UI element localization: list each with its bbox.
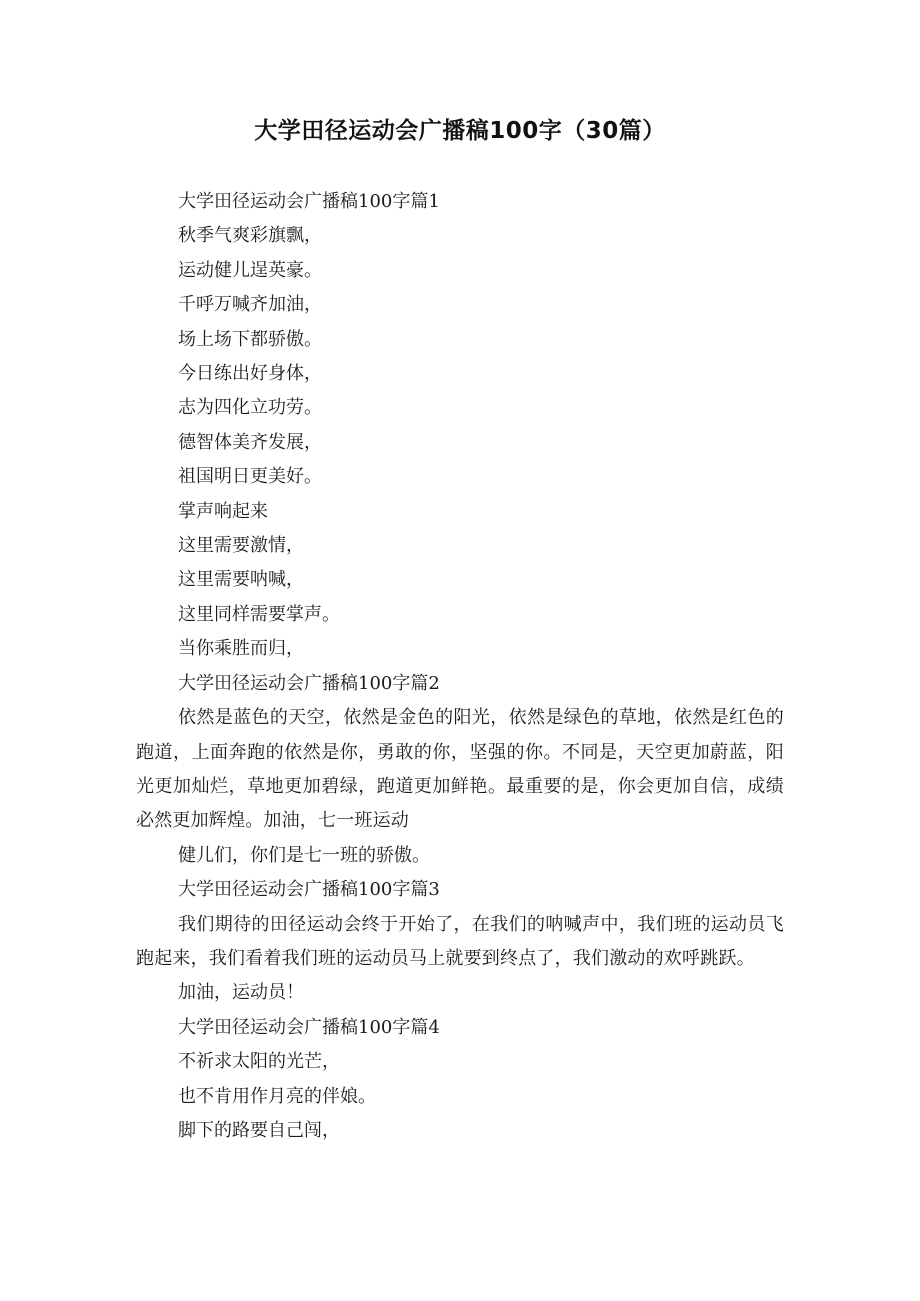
document-body xyxy=(136,185,784,1148)
poem-line: 千呼万喊齐加油， xyxy=(178,294,322,316)
poem-line: 脚下的路要自己闯， xyxy=(178,1119,340,1141)
poem-line: 运动健儿逞英豪。 xyxy=(178,259,322,281)
body-paragraph: 我们期待的田径运动会终于开始了，在我们的呐喊声中，我们班的运动员飞跑起来，我们看着我们班的运动员马上就要到终点了，我们激动的欢呼跳跃。 xyxy=(136,913,784,969)
poem-line: 今日练出好身体， xyxy=(178,363,322,385)
section-heading: 大学田径运动会广播稿100字篇2 xyxy=(178,672,440,694)
poem-line: 秋季气爽彩旗飘， xyxy=(178,225,322,247)
poem-line: 祖国明日更美好。 xyxy=(178,466,322,488)
poem-line: 志为四化立功劳。 xyxy=(178,397,322,419)
body-line: 健儿们，你们是七一班的骄傲。 xyxy=(178,844,430,866)
section-heading: 大学田径运动会广播稿100字篇1 xyxy=(178,191,440,212)
poem-line: 场上场下都骄傲。 xyxy=(178,328,322,350)
body-paragraph: 依然是蓝色的天空，依然是金色的阳光，依然是绿色的草地，依然是红色的跑道，上面奔跑的依然是你，勇敢的你，坚强的你。不同是，天空更加蔚蓝，阳光更加灿烂，草地更加碧绿，跑道更加鲜艳。最重要的是，你会更加自信，成绩必然更加辉煌。加油，七一班运动 xyxy=(136,707,784,832)
poem-line: 这里同样需要掌声。 xyxy=(178,603,340,625)
poem-line: 这里需要激情， xyxy=(178,535,304,557)
poem-line: 也不肯用作月亮的伴娘。 xyxy=(178,1085,376,1107)
poem-line: 这里需要呐喊， xyxy=(178,569,304,591)
section-heading: 大学田径运动会广播稿100字篇3 xyxy=(178,879,440,901)
poem-line: 当你乘胜而归， xyxy=(178,638,304,660)
section-heading: 大学田径运动会广播稿100字篇4 xyxy=(178,1016,440,1038)
poem-line: 德智体美齐发展， xyxy=(178,431,322,453)
poem-line: 不祈求太阳的光芒， xyxy=(178,1051,340,1073)
document-title: 大学田径运动会广播稿100字（30篇） xyxy=(254,118,666,144)
body-line: 加油，运动员！ xyxy=(178,982,304,1004)
poem-line: 掌声响起来 xyxy=(178,500,268,522)
